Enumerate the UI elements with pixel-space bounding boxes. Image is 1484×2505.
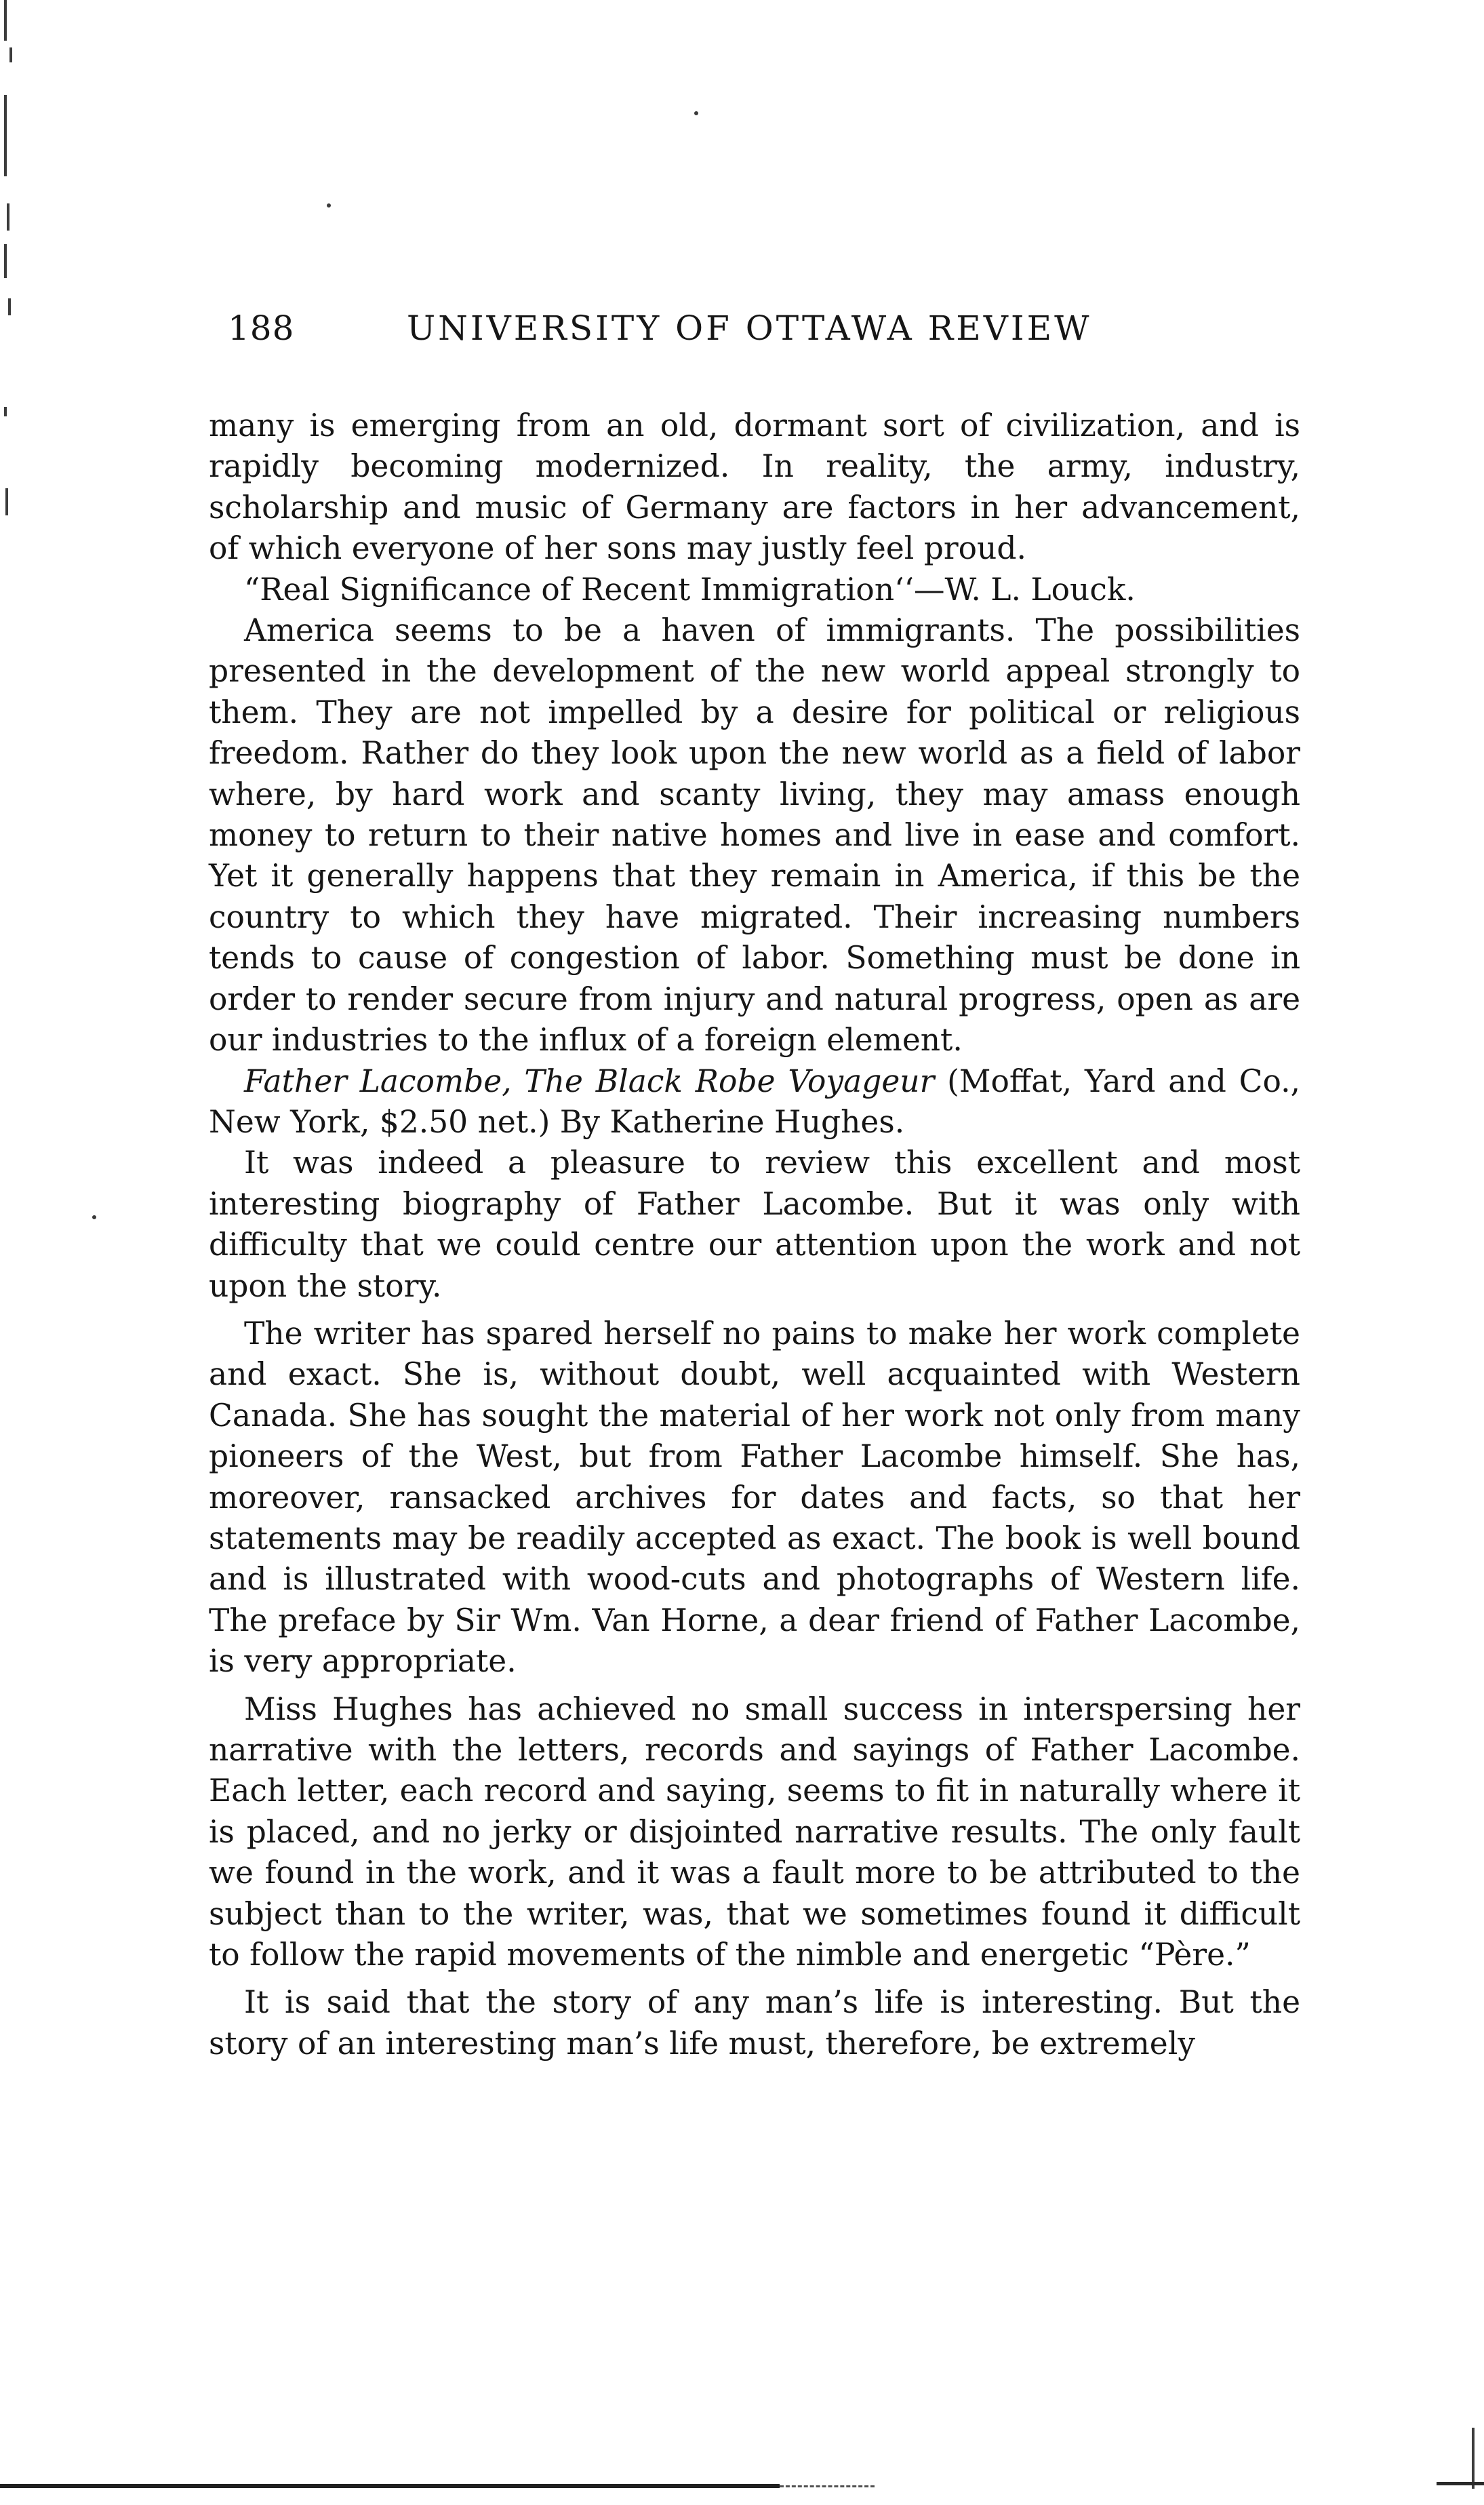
right-scan-edge <box>1472 2428 1475 2489</box>
bottom-scan-rule-tail <box>780 2485 875 2489</box>
book-details: (Moffat, Yard and Co., New York, $2.50 net.) By Katherine Hughes. <box>209 1063 1300 1140</box>
book-title: Father Lacombe, The Black Robe Voyageur <box>244 1063 935 1099</box>
paragraph-immigration: America seems to be a haven of immigrants. The possibilities presented in the development of the new world appeal strongly to them. They are not impelled by a desire for political or religious freedom. Rather do they look upon the new world as a field of labor where, by hard work and scanty living, they may amass enough money to return to their native homes and live in ease and comfort. Yet it generally happens that they remain in America, if this be the country to which they have migrated. Their increasing numbers tends to cause of congestion of labor. Something must be done in order to render secure from injury and natural progress, open as are our industries to the influx of a foreign element. <box>209 612 1300 1059</box>
paragraph-writer-effort: The writer has spared herself no pains to make her work complete and exact. She is, without doubt, well acquainted with Western Canada. She has sought the material of her work not only from many pioneers of the West, but from Father Lacombe himself. She has, moreover, ransacked archives for dates and facts, so that her statements may be readily accepted as exact. The book is well bound and is illustrated with wood-cuts and photographs of Western life. The preface by Sir Wm. Van Horne, a dear friend of Father Lacombe, is very appropriate. <box>209 1315 1300 1680</box>
paragraph-book-citation <box>209 1061 1300 1143</box>
scan-speck <box>327 203 331 208</box>
paragraph-closing: It is said that the story of any man’s life is interesting. But the story of an interesting man’s life must, therefore, be extremely <box>209 1984 1300 2062</box>
paragraph-narrative: Miss Hughes has achieved no small success in interspersing her narrative with the letters, records and sayings of Father Lacombe. Each letter, each record and saying, seems to fit in naturally where it is placed, and no jerky or disjointed narrative results. The only fault we found in the work, and it was a fault more to be attributed to the subject than to the writer, was, that we sometimes found it difficult to follow the rapid movements of the nimble and energetic “Père.” <box>209 1691 1300 1973</box>
paragraph-review-intro: It was indeed a pleasure to review this excellent and most interesting biography of Father Lacombe. But it was only with difficulty that we could centre our attention upon the work and not upon the story. <box>209 1145 1300 1304</box>
body-text <box>209 406 1300 2064</box>
page-header <box>0 301 1484 355</box>
page-number: 188 <box>228 309 295 348</box>
running-title: UNIVERSITY OF OTTAWA REVIEW <box>407 309 1092 348</box>
bottom-scan-rule <box>0 2484 780 2488</box>
paragraph-article-citation: “Real Significance of Recent Immigration‘‘—W. L. Louck. <box>244 571 1136 608</box>
scan-speck <box>694 111 698 115</box>
right-scan-edge-base <box>1437 2482 1484 2485</box>
scan-speck <box>92 1215 96 1219</box>
scan-edge-marks <box>0 0 47 543</box>
paragraph-germany-continued: many is emerging from an old, dormant sort of civilization, and is rapidly becoming modernized. In reality, the army, industry, scholarship and music of Germany are factors in her advancement, of which everyone of her sons may justly feel proud. <box>209 408 1300 567</box>
